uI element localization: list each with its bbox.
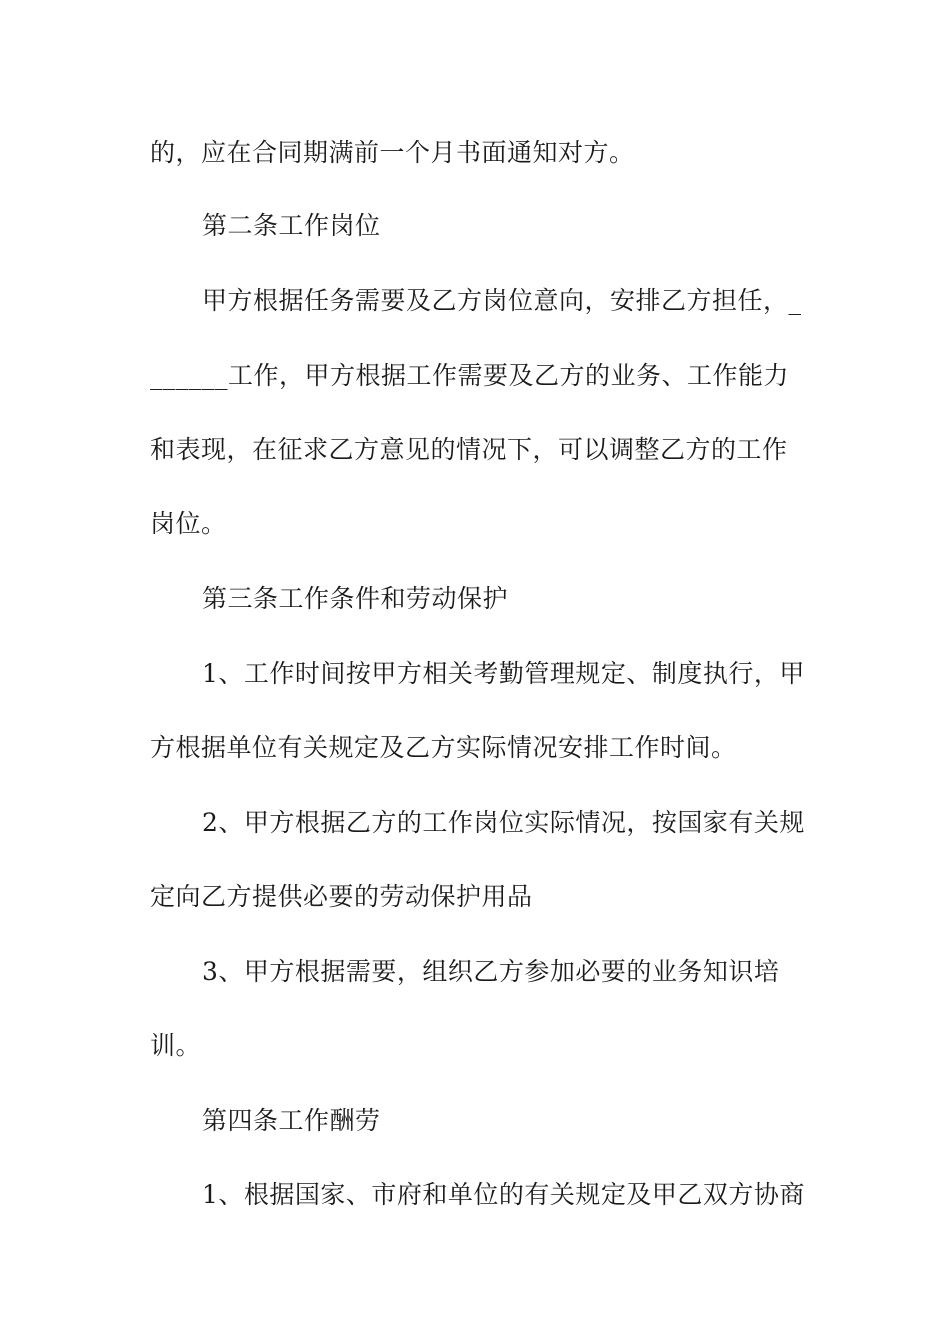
- text-line: ______工作，甲方根据工作需要及乙方的业务、工作能力: [150, 361, 790, 390]
- text-line: 岗位。: [150, 509, 227, 538]
- text-line: 的，应在合同期满前一个月书面通知对方。: [150, 138, 635, 167]
- text-line: 方根据单位有关规定及乙方实际情况安排工作时间。: [150, 733, 737, 762]
- text-line: 2、甲方根据乙方的工作岗位实际情况，按国家有关规: [202, 808, 805, 837]
- text-line: 定向乙方提供必要的劳动保护用品: [150, 882, 533, 911]
- section-heading: 第二条工作岗位: [202, 211, 381, 240]
- section-heading: 第四条工作酬劳: [202, 1106, 381, 1135]
- text-line: 甲方根据任务需要及乙方岗位意向，安排乙方担任，_: [202, 286, 802, 315]
- text-line: 3、甲方根据需要，组织乙方参加必要的业务知识培: [202, 957, 780, 986]
- section-heading: 第三条工作条件和劳动保护: [202, 584, 509, 613]
- text-line: 1、根据国家、市府和单位的有关规定及甲乙双方协商: [202, 1180, 805, 1209]
- text-line: 1、工作时间按甲方相关考勤管理规定、制度执行，甲: [202, 659, 805, 688]
- text-line: 训。: [150, 1031, 202, 1060]
- text-line: 和表现，在征求乙方意见的情况下，可以调整乙方的工作: [150, 435, 788, 464]
